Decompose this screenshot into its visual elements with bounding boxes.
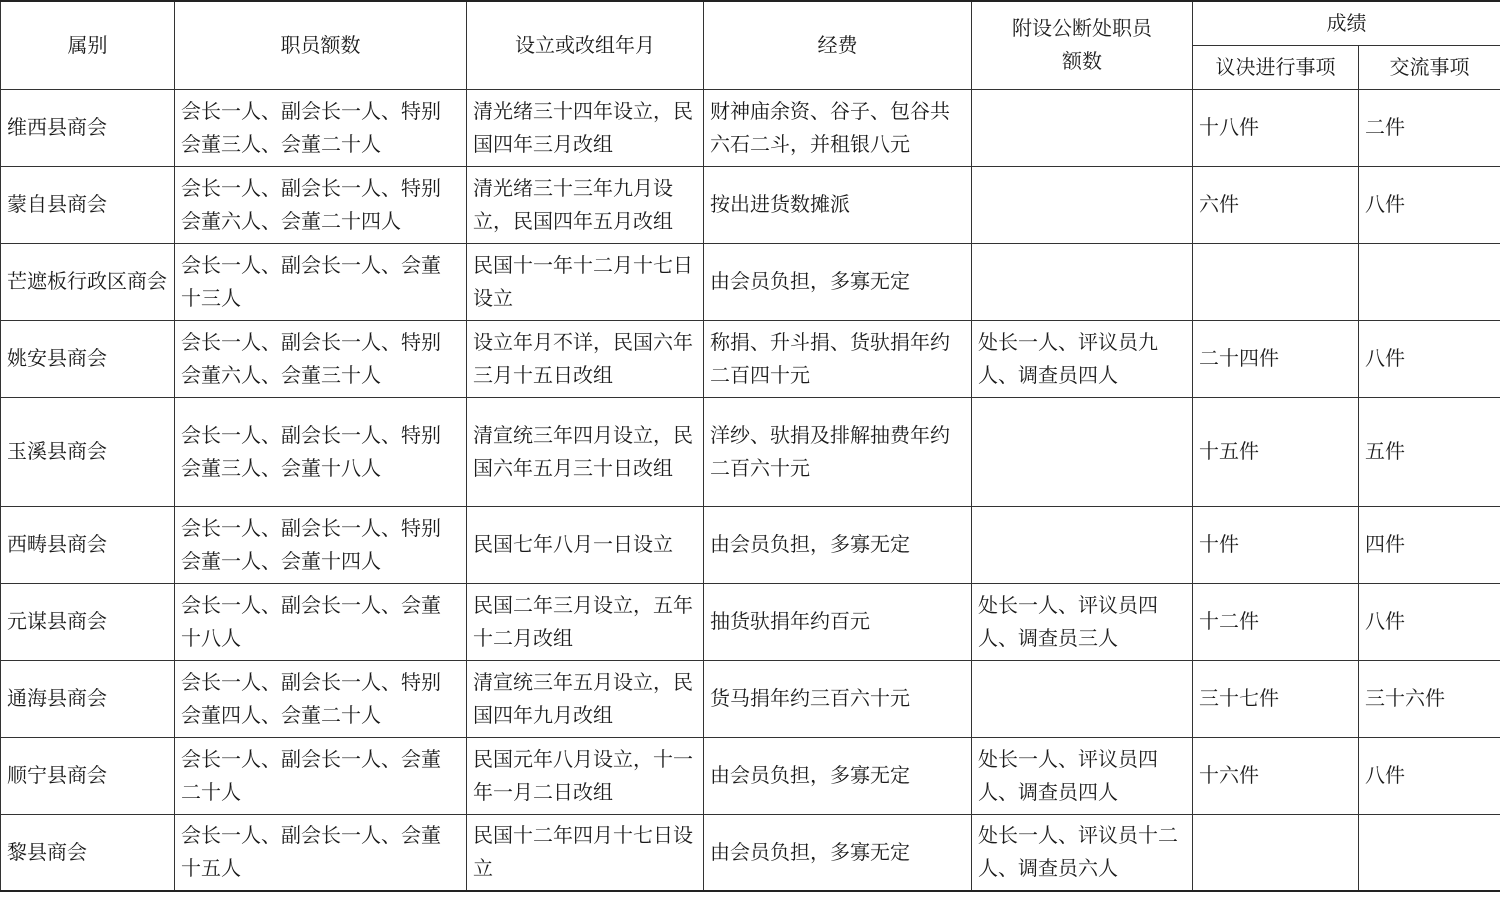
cell-exchange: 八件 — [1359, 166, 1500, 243]
cell-arbitration: 处长一人、评议员四人、调查员四人 — [972, 737, 1193, 814]
table-row — [1, 737, 1500, 814]
cell-staff: 会长一人、副会长一人、特别会董三人、会董十八人 — [175, 397, 467, 506]
cell-exchange: 八件 — [1359, 737, 1500, 814]
cell-established: 民国七年八月一日设立 — [467, 506, 704, 583]
cell-dept: 蒙自县商会 — [1, 166, 175, 243]
cell-resolved: 十二件 — [1193, 583, 1359, 660]
cell-staff: 会长一人、副会长一人、会董十五人 — [175, 814, 467, 891]
cell-dept: 姚安县商会 — [1, 320, 175, 397]
cell-staff: 会长一人、副会长一人、会董十三人 — [175, 243, 467, 320]
cell-funding: 由会员负担，多寡无定 — [704, 814, 972, 891]
cell-dept: 黎县商会 — [1, 814, 175, 891]
table-row — [1, 166, 1500, 243]
cell-established: 民国十一年十二月十七日设立 — [467, 243, 704, 320]
cell-dept: 元谋县商会 — [1, 583, 175, 660]
table-row — [1, 397, 1500, 506]
cell-staff: 会长一人、副会长一人、特别会董六人、会董二十四人 — [175, 166, 467, 243]
header-exchange: 交流事项 — [1359, 45, 1500, 89]
cell-dept: 芒遮板行政区商会 — [1, 243, 175, 320]
header-dept: 属别 — [1, 1, 175, 89]
cell-resolved: 二十四件 — [1193, 320, 1359, 397]
cell-resolved — [1193, 243, 1359, 320]
cell-resolved: 十件 — [1193, 506, 1359, 583]
cell-arbitration — [972, 166, 1193, 243]
cell-established: 清光绪三十三年九月设立，民国四年五月改组 — [467, 166, 704, 243]
cell-established: 民国元年八月设立，十一年一月二日改组 — [467, 737, 704, 814]
cell-exchange: 二件 — [1359, 89, 1500, 166]
cell-exchange — [1359, 814, 1500, 891]
header-results: 成绩 — [1193, 1, 1500, 45]
cell-exchange — [1359, 243, 1500, 320]
cell-staff: 会长一人、副会长一人、特别会董三人、会董二十人 — [175, 89, 467, 166]
cell-established: 清光绪三十四年设立，民国四年三月改组 — [467, 89, 704, 166]
cell-funding: 由会员负担，多寡无定 — [704, 506, 972, 583]
cell-funding: 称捐、升斗捐、货驮捐年约二百四十元 — [704, 320, 972, 397]
cell-exchange: 八件 — [1359, 583, 1500, 660]
cell-established: 设立年月不详，民国六年三月十五日改组 — [467, 320, 704, 397]
cell-exchange: 五件 — [1359, 397, 1500, 506]
cell-arbitration — [972, 660, 1193, 737]
table-row — [1, 814, 1500, 891]
cell-arbitration — [972, 243, 1193, 320]
cell-resolved: 十五件 — [1193, 397, 1359, 506]
table-row — [1, 506, 1500, 583]
cell-arbitration: 处长一人、评议员十二人、调查员六人 — [972, 814, 1193, 891]
cell-staff: 会长一人、副会长一人、会董十八人 — [175, 583, 467, 660]
cell-funding: 货马捐年约三百六十元 — [704, 660, 972, 737]
cell-funding: 洋纱、驮捐及排解抽费年约二百六十元 — [704, 397, 972, 506]
cell-funding: 财神庙余资、谷子、包谷共六石二斗，并租银八元 — [704, 89, 972, 166]
cell-staff: 会长一人、副会长一人、特别会董六人、会董三十人 — [175, 320, 467, 397]
cell-established: 清宣统三年四月设立，民国六年五月三十日改组 — [467, 397, 704, 506]
cell-funding: 由会员负担，多寡无定 — [704, 243, 972, 320]
header-funding: 经费 — [704, 1, 972, 89]
cell-resolved: 六件 — [1193, 166, 1359, 243]
cell-resolved: 十八件 — [1193, 89, 1359, 166]
cell-exchange: 八件 — [1359, 320, 1500, 397]
table-row — [1, 243, 1500, 320]
table-row — [1, 660, 1500, 737]
cell-resolved — [1193, 814, 1359, 891]
cell-established: 民国十二年四月十七日设立 — [467, 814, 704, 891]
cell-resolved: 十六件 — [1193, 737, 1359, 814]
cell-staff: 会长一人、副会长一人、特别会董一人、会董十四人 — [175, 506, 467, 583]
header-staff: 职员额数 — [175, 1, 467, 89]
cell-funding: 按出进货数摊派 — [704, 166, 972, 243]
cell-arbitration — [972, 506, 1193, 583]
cell-dept: 通海县商会 — [1, 660, 175, 737]
cell-dept: 维西县商会 — [1, 89, 175, 166]
cell-established: 民国二年三月设立，五年十二月改组 — [467, 583, 704, 660]
cell-exchange: 四件 — [1359, 506, 1500, 583]
header-arbitration: 附设公断处职员额数 — [972, 1, 1193, 89]
cell-dept: 西畴县商会 — [1, 506, 175, 583]
cell-arbitration: 处长一人、评议员九人、调查员四人 — [972, 320, 1193, 397]
cell-staff: 会长一人、副会长一人、会董二十人 — [175, 737, 467, 814]
cell-staff: 会长一人、副会长一人、特别会董四人、会董二十人 — [175, 660, 467, 737]
table-row — [1, 583, 1500, 660]
cell-established: 清宣统三年五月设立，民国四年九月改组 — [467, 660, 704, 737]
cell-resolved: 三十七件 — [1193, 660, 1359, 737]
cell-arbitration: 处长一人、评议员四人、调查员三人 — [972, 583, 1193, 660]
header-established: 设立或改组年月 — [467, 1, 704, 89]
cell-funding: 由会员负担，多寡无定 — [704, 737, 972, 814]
cell-funding: 抽货驮捐年约百元 — [704, 583, 972, 660]
header-resolved: 议决进行事项 — [1193, 45, 1359, 89]
cell-arbitration — [972, 397, 1193, 506]
header-row — [1, 1, 1500, 45]
table-row — [1, 89, 1500, 166]
cell-arbitration — [972, 89, 1193, 166]
cell-exchange: 三十六件 — [1359, 660, 1500, 737]
cell-dept: 顺宁县商会 — [1, 737, 175, 814]
table-row — [1, 320, 1500, 397]
cell-dept: 玉溪县商会 — [1, 397, 175, 506]
